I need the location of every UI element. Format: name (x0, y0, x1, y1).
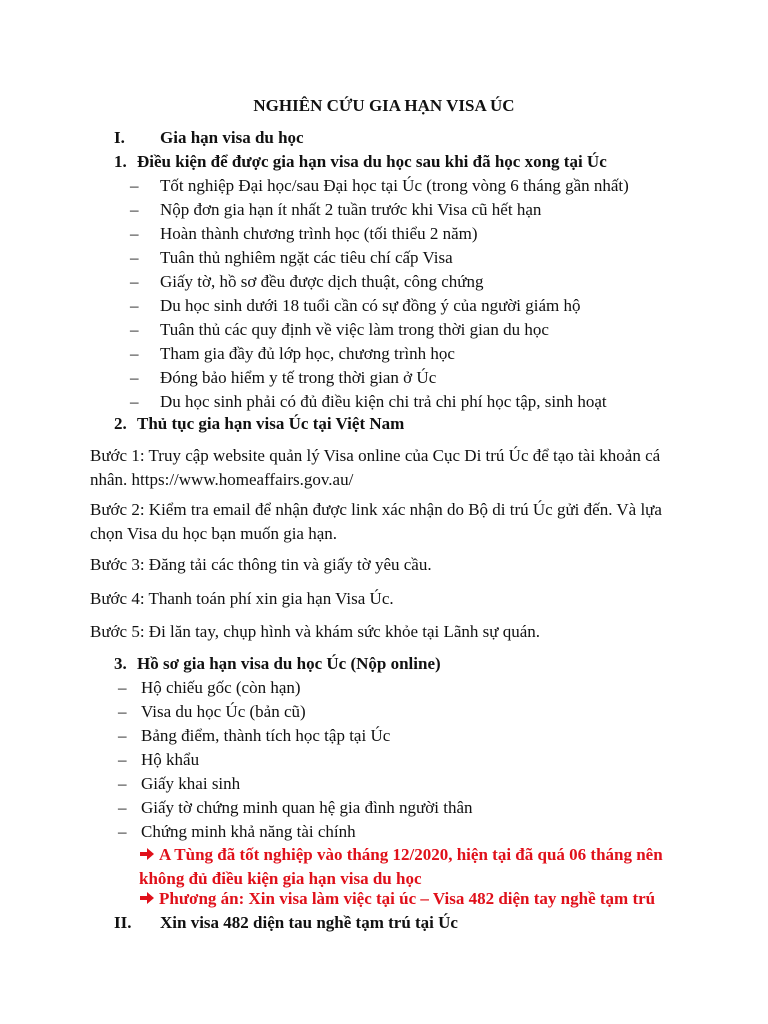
subsection-1-title: Điều kiện để được gia hạn visa du học sau khi đã học xong tại Úc (137, 152, 607, 171)
step-paragraph: Bước 1: Truy cập website quản lý Visa online của Cục Di trú Úc để tạo tài khoản cá nhân. https://www.homeaffairs.gov.au/ (90, 446, 661, 489)
subsection-3-number: 3. (114, 654, 127, 673)
section-2-title: Xin visa 482 diện tau nghề tạm trú tại Úc (160, 913, 458, 932)
subsection-1-number: 1. (114, 152, 127, 171)
subsection-2-heading (114, 412, 404, 436)
note-option: Phương án: Xin visa làm việc tại úc – Visa 482 diện tay nghề tạm trú (139, 887, 655, 911)
arrow-right-icon (139, 846, 155, 862)
step-paragraph: Bước 5: Đi lăn tay, chụp hình và khám sức khỏe tại Lãnh sự quán. (90, 622, 541, 641)
subsection-3-title: Hồ sơ gia hạn visa du học Úc (Nộp online) (137, 654, 441, 673)
section-2-numeral: II. (114, 913, 132, 932)
document-title: NGHIÊN CỨU GIA HẠN VISA ÚC (253, 96, 515, 115)
section-1-title: Gia hạn visa du học (160, 128, 304, 147)
section-1-numeral: I. (114, 128, 125, 147)
arrow-right-icon (139, 890, 155, 906)
subsection-2-number: 2. (114, 414, 127, 433)
subsection-1-heading (114, 150, 607, 174)
note-conclusion: A Tùng đã tốt nghiệp vào tháng 12/2020, hiện tại đã quá 06 tháng nên không đủ điều kiện gia hạn visa du học (139, 845, 663, 888)
subsection-3-heading (114, 652, 441, 676)
step-paragraph: Bước 3: Đăng tải các thông tin và giấy tờ yêu cầu. (90, 555, 432, 574)
step-paragraph: Bước 4: Thanh toán phí xin gia hạn Visa Úc. (90, 589, 394, 608)
document-page: NGHIÊN CỨU GIA HẠN VISA ÚC I. Gia hạn visa du học 1. Điều kiện để được gia hạn visa du học sau khi đã học xong tại Úc – Tốt nghiệp Đại học/sau Đại học tại Úc (trong vòng 6 tháng gần nhất) – Nộp đơn gia hạn ít nhất 2 tuần trước khi Visa cũ hết hạn – Hoàn thành chương trình học (tối thiểu 2 năm) – Tuân thủ nghiêm ngặt các tiêu chí cấp Visa – Giấy tờ, hồ sơ đều được dịch thuật, công chứng – Du học sinh dưới 18 tuổi cần có sự đồng ý của người giám hộ – Tuân thủ các quy định về việc làm trong thời gian du học – Tham gia đầy đủ lớp học, chương trình học – Đóng bảo hiểm y tế trong thời gian ở Úc – Du học sinh phải có đủ điều kiện chi trả chi phí học tập, sinh hoạt 2. Thủ tục gia hạn visa Úc tại Việt Nam Bước 1: Truy cập website quản lý Visa online của Cục Di trú Úc để tạo tài khoản cá nhân. https://www.homeaffairs.gov.au/ Bước 2: Kiểm tra email để nhận được link xác nhận do Bộ di trú Úc gửi đến. Và lựa chọn Visa du học bạn muốn gia hạn. Bước 3: Đăng tải các thông tin và giấy tờ yêu cầu. Bước 4: Thanh toán phí xin gia hạn Visa Úc. Bước 5: Đi lăn tay, chụp hình và khám sức khỏe tại Lãnh sự quán. 3. Hồ sơ gia hạn visa du học Úc (Nộp online) – Hộ chiếu gốc (còn hạn) – Visa du học Úc (bản cũ) – Bảng điểm, thành tích học tập tại Úc – Hộ khẩu – Giấy khai sinh – Giấy tờ chứng minh quan hệ gia đình người thân – Chứng minh khả năng tài chính A Tùng đã tốt nghiệp vào tháng 12/2020, hiện tại đã quá 06 tháng nên không đủ điều kiện gia hạn visa du học Phương án: Xin visa làm việc tại úc – Visa 482 diện tay nghề tạm trú II. Xin visa 482 diện tau nghề tạm trú tại Úc (0, 0, 768, 1024)
step-paragraph: Bước 2: Kiểm tra email để nhận được link xác nhận do Bộ di trú Úc gửi đến. Và lựa chọn Visa du học bạn muốn gia hạn. (90, 500, 662, 543)
subsection-2-title: Thủ tục gia hạn visa Úc tại Việt Nam (137, 414, 405, 433)
